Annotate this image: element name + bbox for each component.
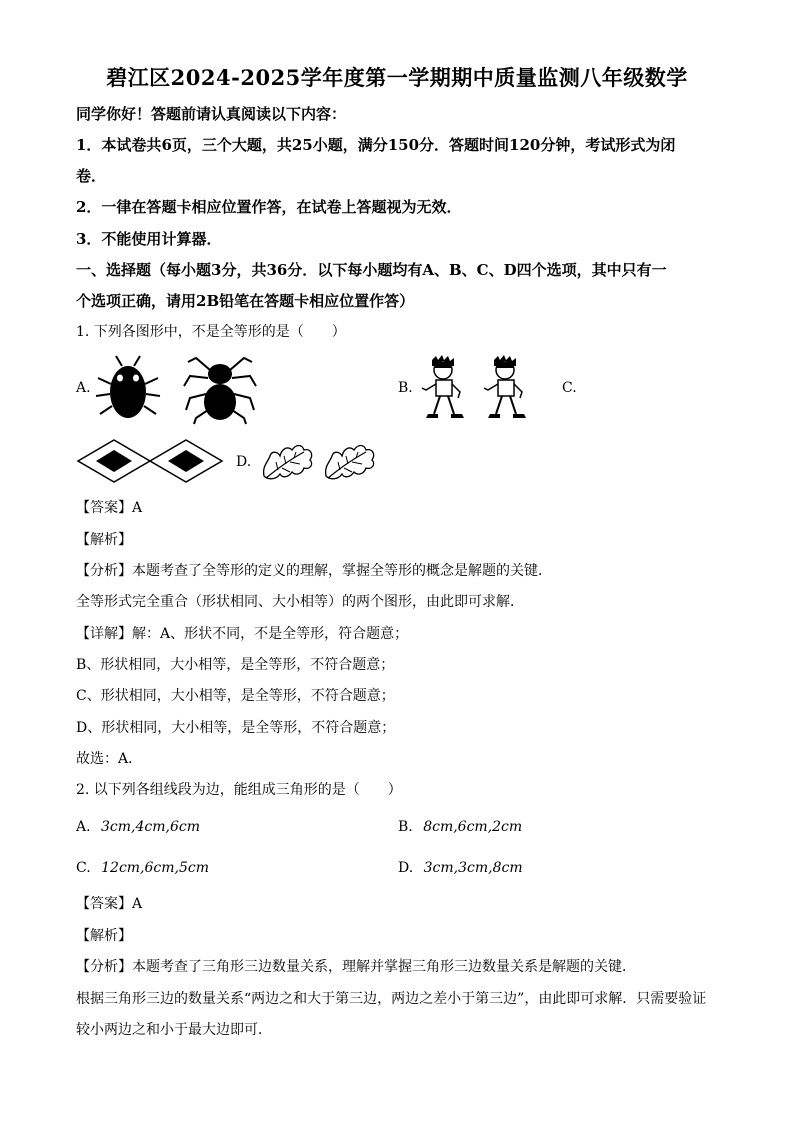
boy-icon	[418, 354, 474, 424]
q1-option-a-label: A.	[76, 380, 91, 396]
q1-analysis-heading: 【解析】	[76, 532, 132, 548]
section-heading-cont: 个选项正确，请用2B铅笔在答题卡相应位置作答）	[76, 292, 415, 310]
q1-option-d-label: D.	[236, 454, 252, 470]
boy-icon	[480, 354, 536, 424]
q2-analysis: 【分析】本题考查了三角形三边数量关系，理解并掌握三角形三边数量关系是解题的关键．	[76, 959, 636, 975]
q2-analysis-cont: 根据三角形三边的数量关系“两边之和大于第三边，两边之差小于第三边”，由此即可求解．只需要验证	[76, 991, 707, 1007]
q1-option-b-label: B.	[398, 380, 413, 396]
leaf-icon	[320, 436, 380, 486]
instruction-item-1-cont: 卷．	[76, 167, 107, 185]
q1-stem: 1. 下列各图形中，不是全等形的是（ ）	[76, 324, 346, 340]
section-heading: 一、选择题（每小题3分，共36分．以下每小题均有A、B、C、D四个选项，其中只有一	[76, 261, 667, 279]
q2-option-a-label: A.	[76, 819, 91, 835]
q1-analysis: 【分析】本题考查了全等形的定义的理解，掌握全等形的概念是解题的关键．	[76, 563, 552, 579]
diamond-icon	[148, 438, 224, 484]
q1-answer: 【答案】A	[76, 500, 143, 516]
q2-option-c	[76, 858, 209, 878]
instruction-item-1: 1．本试卷共6页，三个大题，共25小题，满分150分．答题时间120分钟，考试形式为闭	[76, 136, 676, 154]
instruction-item-2: 2．一律在答题卡相应位置作答，在试卷上答题视为无效．	[76, 198, 462, 216]
q2-option-c-label: C.	[76, 860, 91, 876]
q1-detail: 【详解】解：A、形状不同，不是全等形，符合题意；	[76, 626, 409, 642]
q1-detail-c: C、形状相同，大小相等，是全等形，不符合题意；	[76, 688, 395, 704]
q1-conclusion: 故选：A．	[76, 751, 143, 767]
page-title: 碧江区2024-2025学年度第一学期期中质量监测八年级数学	[106, 65, 688, 90]
beetle-icon	[92, 352, 164, 424]
instruction-item-3: 3．不能使用计算器．	[76, 230, 222, 248]
q2-option-b-value: 8cm,6cm,2cm	[423, 819, 523, 835]
q1-option-c-label: C.	[562, 380, 577, 396]
q1-detail-d: D、形状相同，大小相等，是全等形，不符合题意；	[76, 720, 396, 736]
leaf-icon	[258, 436, 318, 486]
diamond-icon	[76, 438, 152, 484]
q2-option-c-value: 12cm,6cm,5cm	[101, 860, 210, 876]
q2-option-b	[398, 817, 522, 837]
q2-option-b-label: B.	[398, 819, 413, 835]
q2-option-a-value: 3cm,4cm,6cm	[101, 819, 200, 835]
q2-stem: 2. 以下列各组线段为边，能组成三角形的是（ ）	[76, 782, 402, 798]
q2-answer: 【答案】A	[76, 896, 143, 912]
q2-analysis-heading: 【解析】	[76, 928, 132, 944]
q2-option-d-label: D.	[398, 860, 414, 876]
q1-analysis-cont: 全等形式完全重合（形状相同、大小相等）的两个图形，由此即可求解．	[76, 594, 524, 610]
spider-icon	[180, 352, 260, 426]
q2-option-d	[398, 858, 523, 878]
q2-option-a	[76, 817, 200, 837]
q2-option-d-value: 3cm,3cm,8cm	[423, 860, 523, 876]
instructions-greeting: 同学你好！答题前请认真阅读以下内容：	[76, 105, 347, 123]
q2-analysis-cont-2: 较小两边之和小于最大边即可．	[76, 1022, 272, 1038]
q1-detail-b: B、形状相同，大小相等，是全等形，不符合题意；	[76, 657, 395, 673]
